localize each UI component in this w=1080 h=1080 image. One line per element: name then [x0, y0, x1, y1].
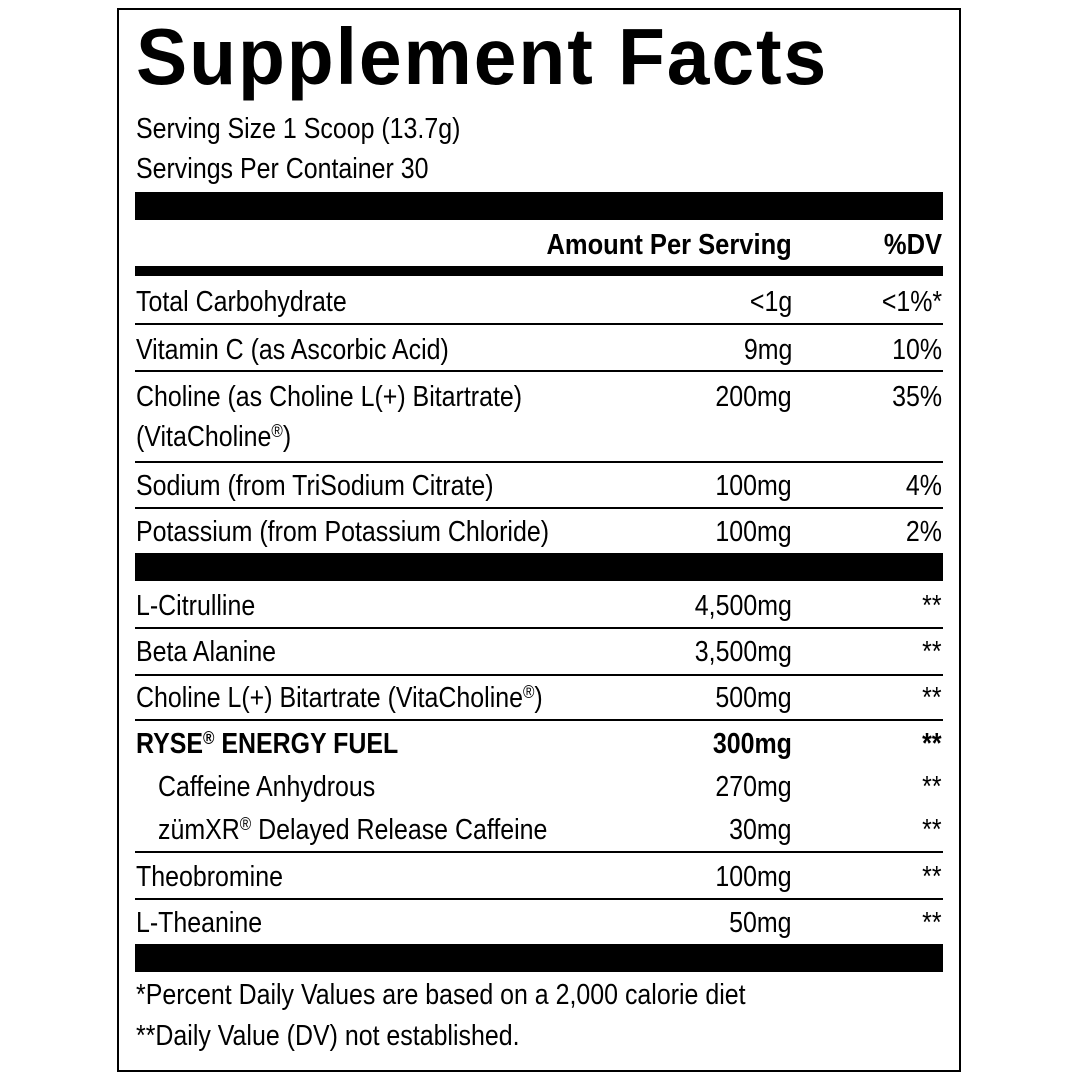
divider-thin: [135, 674, 943, 676]
ingredient-dv: **: [922, 861, 942, 893]
ingredient-name: Beta Alanine: [136, 636, 277, 668]
divider-thick: [135, 553, 943, 581]
divider-thin: [135, 898, 943, 900]
divider-thick: [135, 192, 943, 220]
ingredient-amount: 500mg: [715, 682, 792, 714]
nutrient-amount: 100mg: [715, 470, 792, 502]
ingredient-amount: 100mg: [715, 861, 792, 893]
nutrient-name: Sodium (from TriSodium Citrate): [136, 470, 494, 502]
ingredient-dv: **: [922, 682, 942, 714]
nutrient-dv: 4%: [905, 470, 942, 502]
ingredient-dv: **: [922, 590, 942, 622]
ingredient-name: L-Theanine: [136, 907, 263, 939]
nutrient-dv: <1%*: [881, 286, 942, 318]
nutrient-dv: 2%: [905, 516, 942, 548]
nutrient-amount: 100mg: [715, 516, 792, 548]
nutrient-name: Total Carbohydrate: [136, 286, 347, 318]
ingredient-dv: **: [922, 814, 942, 846]
ingredient-dv: **: [922, 771, 942, 803]
label-title: Supplement Facts: [136, 12, 829, 101]
nutrient-dv: 10%: [892, 334, 942, 366]
header-daily-value: %DV: [883, 229, 942, 261]
divider-thin: [135, 719, 943, 721]
nutrient-amount: 9mg: [743, 334, 792, 366]
footnote-percent-dv: *Percent Daily Values are based on a 2,000 calorie diet: [136, 979, 746, 1011]
divider-thin: [135, 851, 943, 853]
ingredient-name: zümXR® Delayed Release Caffeine: [158, 814, 548, 846]
nutrient-amount: <1g: [749, 286, 792, 318]
ingredient-name: Theobromine: [136, 861, 283, 893]
header-amount-per-serving: Amount Per Serving: [546, 229, 792, 261]
divider-medium: [135, 266, 943, 276]
ingredient-dv: **: [922, 907, 942, 939]
ingredient-dv: **: [922, 636, 942, 668]
ingredient-amount: 30mg: [729, 814, 792, 846]
divider-thin: [135, 461, 943, 463]
nutrient-dv: 35%: [892, 381, 942, 413]
ingredient-amount: 270mg: [715, 771, 792, 803]
ingredient-amount: 50mg: [729, 907, 792, 939]
nutrient-name: Choline (as Choline L(+) Bitartrate)(VitaCholine®): [136, 381, 523, 453]
nutrient-name: Vitamin C (as Ascorbic Acid): [136, 334, 449, 366]
ingredient-amount: 4,500mg: [694, 590, 792, 622]
divider-thin: [135, 627, 943, 629]
nutrient-name: Potassium (from Potassium Chloride): [136, 516, 550, 548]
nutrient-amount: 200mg: [715, 381, 792, 413]
footnote-dv-not-established: **Daily Value (DV) not established.: [136, 1020, 520, 1052]
divider-thin: [135, 507, 943, 509]
ingredient-name: Caffeine Anhydrous: [158, 771, 376, 803]
ingredient-dv: **: [922, 728, 942, 760]
ingredient-name: RYSE® ENERGY FUEL: [136, 728, 399, 760]
ingredient-name: Choline L(+) Bitartrate (VitaCholine®): [136, 682, 543, 714]
ingredient-amount: 300mg: [712, 728, 792, 760]
divider-thin: [135, 370, 943, 372]
nutrient-row: [136, 377, 942, 461]
serving-size: Serving Size 1 Scoop (13.7g): [136, 113, 461, 145]
ingredient-name: L-Citrulline: [136, 590, 256, 622]
ingredient-amount: 3,500mg: [694, 636, 792, 668]
divider-thick: [135, 944, 943, 972]
divider-thin: [135, 323, 943, 325]
servings-per-container: Servings Per Container 30: [136, 153, 429, 185]
